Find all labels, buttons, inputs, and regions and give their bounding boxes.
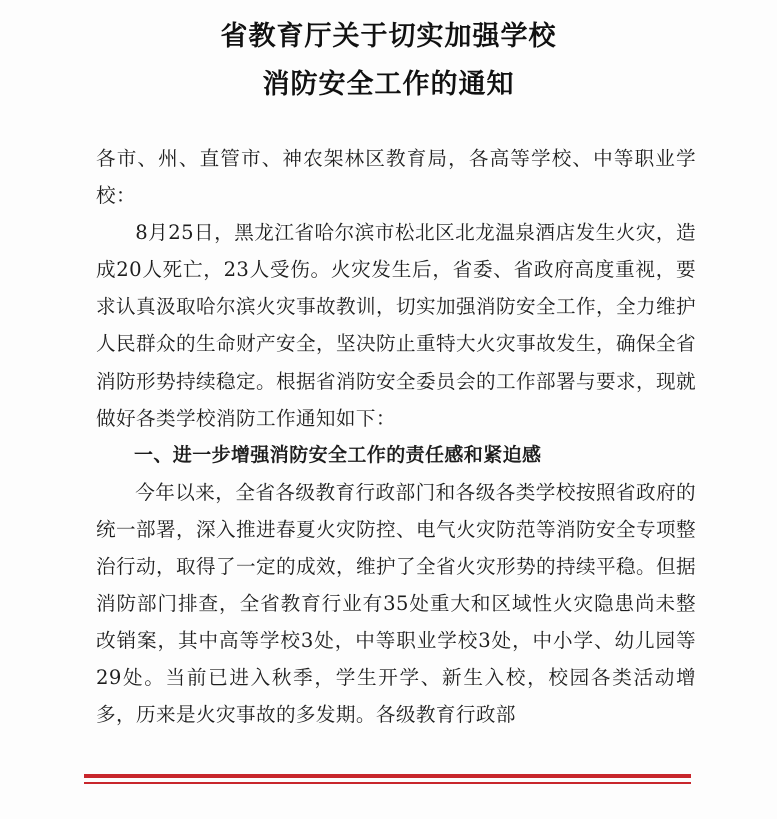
salutation: 各市、州、直管市、神农架林区教育局，各高等学校、中等职业学校： (96, 147, 696, 208)
document-title-line-1: 省教育厅关于切实加强学校 (220, 21, 557, 52)
section-1-heading: 一、进一步增强消防安全工作的责任感和紧迫感 (134, 443, 542, 466)
document-title-line-2: 消防安全工作的通知 (262, 69, 515, 100)
document-body (96, 140, 696, 734)
paragraph-2: 今年以来，全省各级教育行政部门和各级各类学校按照省政府的统一部署，深入推进春夏火灾防控、电气火灾防范等消防安全专项整治行动，取得了一定的成效，维护了全省火灾形势的持续平稳。但据消防部门排查，全省教育行业有35处重大和区域性火灾隐患尚未整改销案，其中高等学校3处，中等职业学校3处，中小学、幼儿园等29处。当前已进入秋季，学生开学、新生入校，校园各类活动增多，历来是火灾事故的多发期。各级教育行政部 (96, 480, 696, 727)
footer-red-rule-thin (84, 782, 691, 784)
footer-red-rule-thick (84, 774, 691, 778)
paragraph-1: 8月25日，黑龙江省哈尔滨市松北区北龙温泉酒店发生火灾，造成20人死亡，23人受伤。火灾发生后，省委、省政府高度重视，要求认真汲取哈尔滨火灾事故教训，切实加强消防安全工作，全力维护人民群众的生命财产安全，坚决防止重特大火灾事故发生，确保全省消防形势持续稳定。根据省消防安全委员会的工作部署与要求，现就做好各类学校消防工作通知如下： (96, 221, 696, 430)
